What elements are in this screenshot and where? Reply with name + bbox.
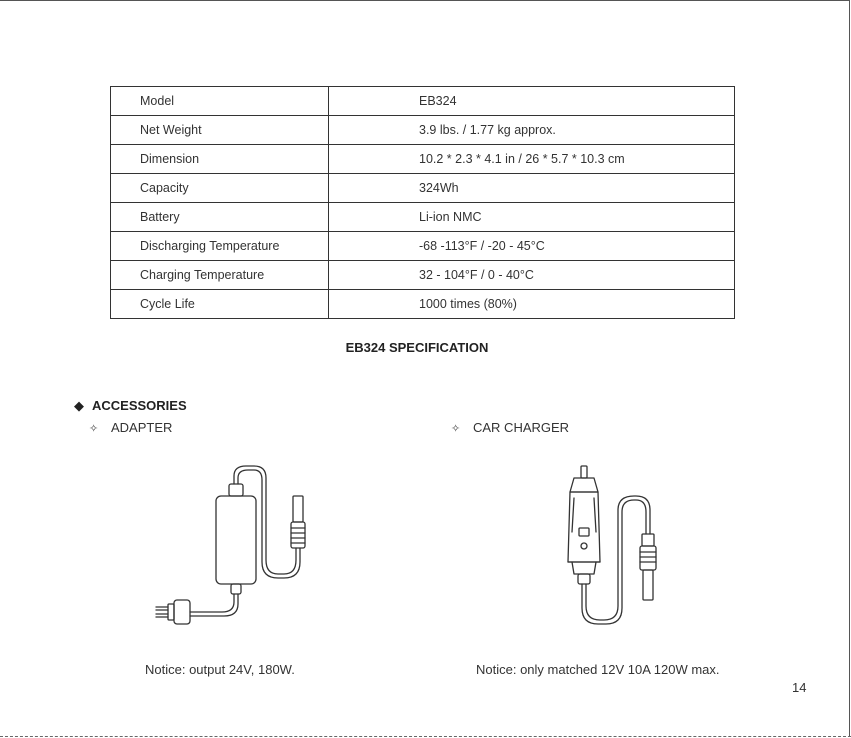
table-caption: EB324 SPECIFICATION <box>345 340 489 355</box>
adapter-notice: Notice: output 24V, 180W. <box>145 662 295 677</box>
table-row <box>111 290 735 319</box>
car-charger-notice: Notice: only matched 12V 10A 120W max. <box>476 662 720 677</box>
spec-label: Charging Temperature <box>111 261 329 290</box>
adapter-brick <box>216 496 256 584</box>
page-bottom-divider <box>0 736 851 737</box>
spec-value: EB324 <box>329 87 735 116</box>
spec-value: 1000 times (80%) <box>329 290 735 319</box>
accessories-title: ACCESSORIES <box>92 398 187 413</box>
spec-value: Li-ion NMC <box>329 203 735 232</box>
spec-label: Net Weight <box>111 116 329 145</box>
spec-value: 32 - 104°F / 0 - 40°C <box>329 261 735 290</box>
adapter-title: ADAPTER <box>111 420 173 435</box>
table-row <box>111 145 735 174</box>
spec-label: Cycle Life <box>111 290 329 319</box>
car-charger-illustration <box>560 462 670 632</box>
car-charger-title: CAR CHARGER <box>473 420 570 435</box>
spec-label: Dimension <box>111 145 329 174</box>
adapter-subheading <box>89 420 172 435</box>
table-row <box>111 87 735 116</box>
spec-value: 10.2 * 2.3 * 4.1 in / 26 * 5.7 * 10.3 cm <box>329 145 735 174</box>
spec-label: Capacity <box>111 174 329 203</box>
spec-table <box>110 86 735 319</box>
spec-value: 3.9 lbs. / 1.77 kg approx. <box>329 116 735 145</box>
table-row <box>111 174 735 203</box>
table-row <box>111 116 735 145</box>
table-row <box>111 232 735 261</box>
diamond-icon: ◆ <box>74 398 84 413</box>
accessories-heading <box>74 398 187 414</box>
table-row <box>111 261 735 290</box>
spec-label: Discharging Temperature <box>111 232 329 261</box>
sparkle-icon: ✧ <box>89 423 99 435</box>
sparkle-icon: ✧ <box>451 423 461 435</box>
spec-value: 324Wh <box>329 174 735 203</box>
spec-label: Model <box>111 87 329 116</box>
page-number: 14 <box>792 680 807 695</box>
spec-label: Battery <box>111 203 329 232</box>
car-charger-subheading <box>451 420 569 435</box>
ac-plug <box>174 600 190 624</box>
adapter-illustration <box>150 462 320 632</box>
table-row <box>111 203 735 232</box>
spec-value: -68 -113°F / -20 - 45°C <box>329 232 735 261</box>
